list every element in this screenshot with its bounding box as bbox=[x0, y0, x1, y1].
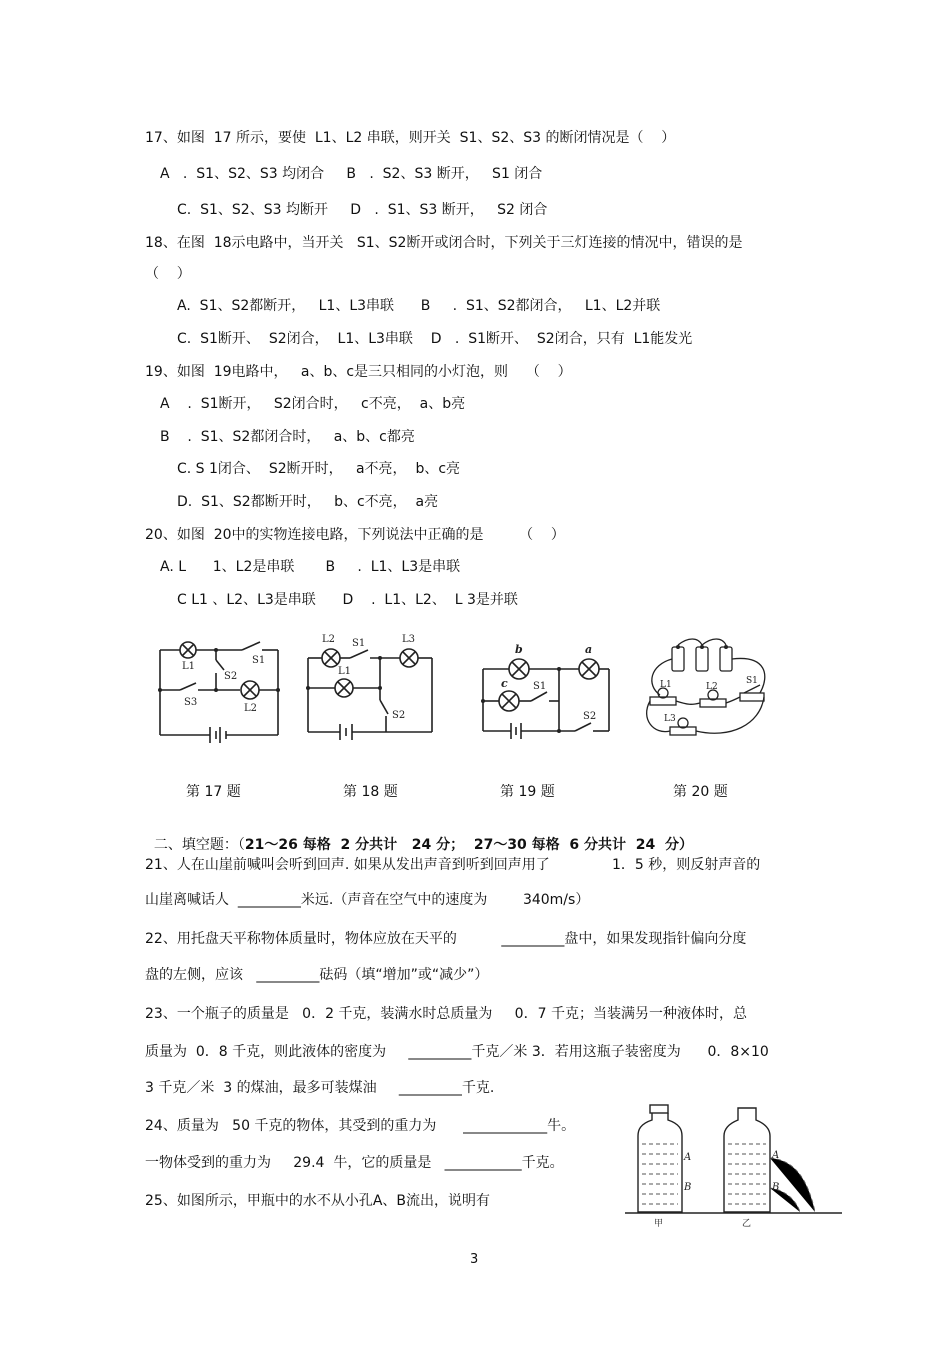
q23-line-1: 23、一个瓶子的质量是 0．2 千克，装满水时总质量为 0．7 千克；当装满另一种液体时，总 bbox=[145, 1006, 747, 1022]
section-2-heading bbox=[145, 818, 693, 854]
q18-stem-paren: （ ） bbox=[145, 266, 191, 282]
q23-line-3: 3 千克／米 3 的煤油，最多可装煤油 _________千克. bbox=[145, 1080, 495, 1096]
q24-line-2: 一物体受到的重力为 29.4 牛，它的质量是 ___________千克。 bbox=[145, 1155, 564, 1171]
q18-options-ab: A. S1、S2都断开， L1、L3串联 B . S1、S2都闭合， L1、L2并联 bbox=[177, 298, 661, 314]
q20-options-ab: A. L 1、L2是串联 B . L1、L3是串联 bbox=[160, 559, 461, 575]
section-2-heading-prefix: 二、填空题：（ bbox=[153, 837, 245, 853]
fig18-label-l1: L1 bbox=[338, 666, 352, 677]
figure-19-circuit bbox=[475, 635, 615, 747]
q18-options-cd: C. S1断开、 S2闭合， L1、L3串联 D . S1断开、 S2闭合，只有 L1能发光 bbox=[177, 331, 693, 347]
q19-option-a: A . S1断开， S2闭合时， c不亮， a、b亮 bbox=[160, 396, 466, 412]
q22-line-1: 22、用托盘天平称物体质量时，物体应放在天平的 _________盘中，如果发现指针偏向分度 bbox=[145, 931, 747, 947]
q24-line-1: 24、质量为 50 千克的物体，其受到的重力为 ____________牛。 bbox=[145, 1118, 576, 1134]
fig20-label-l3: L3 bbox=[664, 714, 676, 724]
q19-option-d: D. S1、S2都断开时， b、c不亮， a亮 bbox=[177, 494, 439, 510]
fig19-label-s2: S2 bbox=[583, 711, 597, 722]
fig20-label-l1: L1 bbox=[660, 680, 672, 690]
q20-stem: 20、如图 20中的实物连接电路，下列说法中正确的是 （ ） bbox=[145, 527, 565, 543]
fig17-label-l2: L2 bbox=[244, 703, 258, 714]
q23-line-2: 质量为 0．8 千克，则此液体的密度为 _________千克／米 3．若用这瓶子装密度为 0．8×10 bbox=[145, 1044, 769, 1060]
fig18-label-l2: L2 bbox=[322, 634, 336, 645]
q17-stem: 17、如图 17 所示，要使 L1、L2 串联，则开关 S1、S2、S3 的断闭情况是（ ） bbox=[145, 130, 676, 146]
fig20-label-l2: L2 bbox=[706, 682, 718, 692]
fig19-label-a: a bbox=[585, 643, 593, 656]
page-number: 3 bbox=[470, 1252, 479, 1267]
figure-17-circuit bbox=[150, 635, 285, 747]
q25-line-1: 25、如图所示，甲瓶中的水不从小孔A、B流出，说明有 bbox=[145, 1193, 490, 1209]
bottle-label-b-left: B bbox=[684, 1182, 692, 1193]
figure-18-caption: 第 18 题 bbox=[343, 784, 398, 800]
figure-18-circuit bbox=[300, 628, 440, 748]
q17-options-ab: A . S1、S2、S3 均闭合 B . S2、S3 断开， S1 闭合 bbox=[160, 166, 543, 182]
q20-options-cd: C L1 、L2、L3是串联 D . L1、L2、 L 3是并联 bbox=[177, 592, 518, 608]
figure-19-caption: 第 19 题 bbox=[500, 784, 555, 800]
fig19-label-c: c bbox=[501, 677, 508, 690]
figure-20-real-circuit bbox=[640, 635, 775, 750]
fig18-label-s1: S1 bbox=[352, 638, 366, 649]
fig19-label-s1: S1 bbox=[533, 681, 547, 692]
q21-line-1: 21、人在山崖前喊叫会听到回声. 如果从发出声音到听到回声用了 1．5 秒，则反射声音的 bbox=[145, 857, 761, 873]
fig17-label-l1: L1 bbox=[182, 661, 196, 672]
bottle-label-a-left: A bbox=[684, 1152, 692, 1163]
section-2-heading-body: 21～26 每格 2 分共计 24 分； 27～30 每格 6 分共计 24 分） bbox=[244, 837, 694, 853]
fig19-label-b: b bbox=[515, 643, 523, 656]
q19-option-b: B . S1、S2都闭合时， a、b、c都亮 bbox=[160, 429, 415, 445]
fig17-label-s3: S3 bbox=[184, 697, 198, 708]
bottle-label-a-right: A bbox=[772, 1150, 780, 1161]
fig17-label-s1: S1 bbox=[252, 655, 266, 666]
q21-line-2: 山崖离喊话人 _________米远.（声音在空气中的速度为 340m/s） bbox=[145, 892, 590, 908]
q19-option-c: C. S 1闭合、 S2断开时， a不亮， b、c亮 bbox=[177, 461, 461, 477]
q18-stem: 18、在图 18示电路中，当开关 S1、S2断开或闭合时，下列关于三灯连接的情况中，错误的是 bbox=[145, 235, 743, 251]
bottles-figure bbox=[620, 1100, 845, 1230]
fig18-label-s2: S2 bbox=[392, 710, 406, 721]
q22-line-2: 盘的左侧，应该 _________砝码（填“增加”或“减少”） bbox=[145, 967, 489, 983]
fig17-label-s2: S2 bbox=[224, 671, 238, 682]
bottle-label-yi: 乙 bbox=[742, 1219, 752, 1229]
q19-stem: 19、如图 19电路中， a、b、c是三只相同的小灯泡，则 （ ） bbox=[145, 364, 572, 380]
figure-20-caption: 第 20 题 bbox=[673, 784, 728, 800]
bottle-label-b-right: B bbox=[772, 1182, 780, 1193]
fig20-label-s: S1 bbox=[746, 676, 758, 686]
figure-17-caption: 第 17 题 bbox=[186, 784, 241, 800]
q17-options-cd: C. S1、S2、S3 均断开 D . S1、S3 断开， S2 闭合 bbox=[177, 202, 548, 218]
bottle-label-jia: 甲 bbox=[654, 1219, 664, 1229]
fig18-label-l3: L3 bbox=[402, 634, 416, 645]
